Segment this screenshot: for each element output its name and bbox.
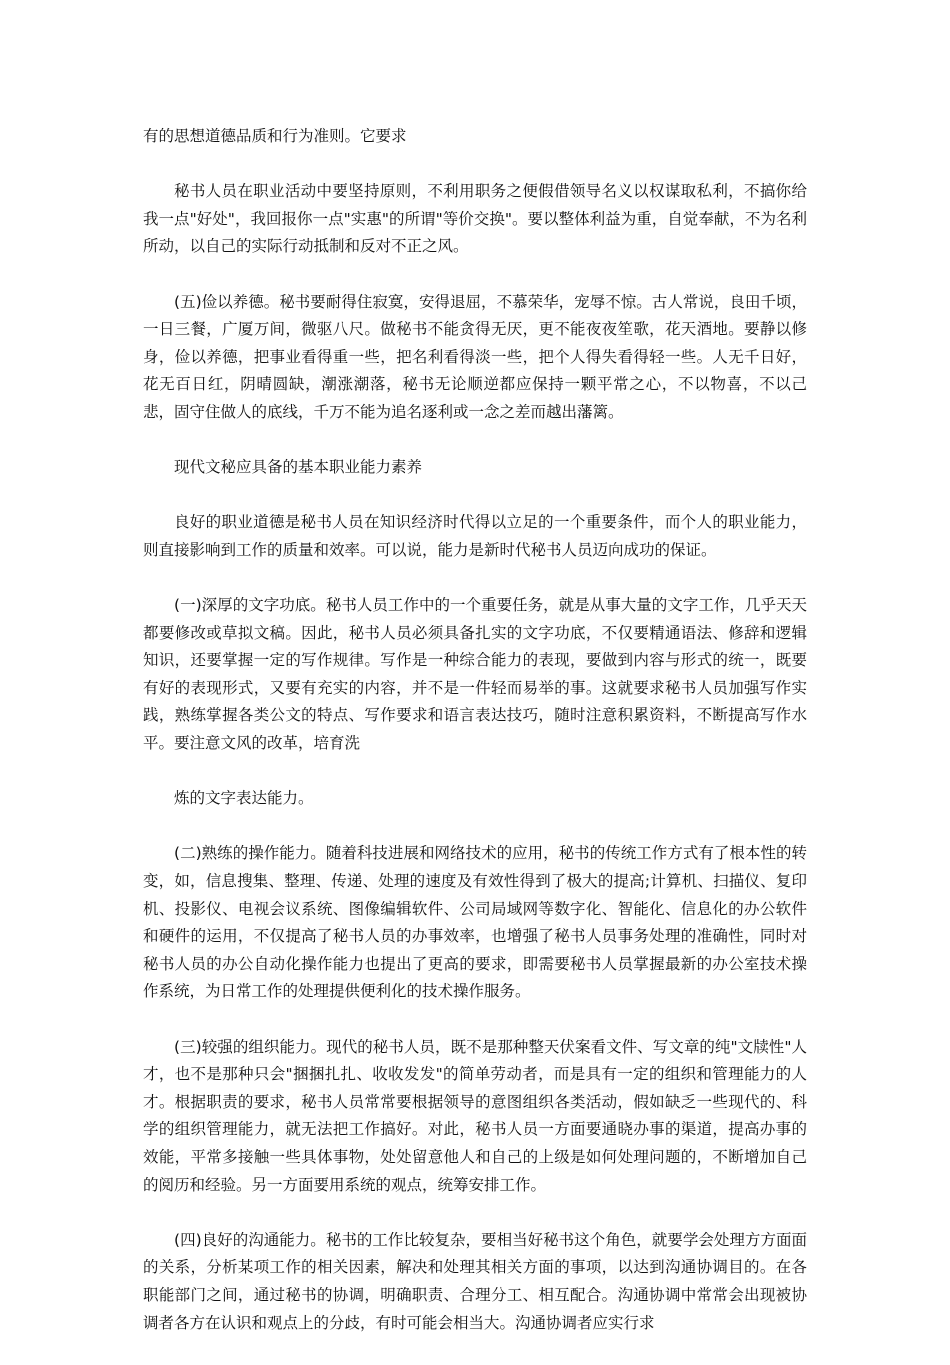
paragraph-organization-skill: (三)较强的组织能力。现代的秘书人员，既不是那种整天伏案看文件、写文章的纯"文牍性"人才，也不是那种只会"捆捆扎扎、收收发发"的简单劳动者，而是具有一定的组织和管理能力的人才。根据职责的要求，秘书人员常常要根据领导的意图组织各类活动，假如缺乏一些现代的、科学的组织管理能力，就无法把工作搞好。对此，秘书人员一方面要通晓办事的渠道，提高办事的效能，平常多接触一些具体事物，处处留意他人和自己的上级是如何处理问题的，不断增加自己的阅历和经验。另一方面要用系统的观点，统筹安排工作。 — [143, 1037, 807, 1194]
paragraph-abilities-intro: 良好的职业道德是秘书人员在知识经济时代得以立足的一个重要条件，而个人的职业能力，则直接影响到工作的质量和效率。可以说，能力是新时代秘书人员迈向成功的保证。 — [143, 513, 807, 559]
paragraph-operation-skill: (二)熟练的操作能力。随着科技进展和网络技术的应用，秘书的传统工作方式有了根本性的转变，如，信息搜集、整理、传递、处理的速度及有效性得到了极大的提高;计算机、扫描仪、复印机、投影仪、电视会议系统、图像编辑软件、公司局域网等数字化、智能化、信息化的办公软件和硬件的运用，不仅提高了秘书人员的办事效率，也增强了秘书人员事务处理的准确性，同时对秘书人员的办公自动化操作能力也提出了更高的要求，即需要秘书人员掌握最新的办公室技术操作系统，为日常工作的处理提供便利化的技术操作服务。 — [143, 844, 807, 1001]
paragraph-writing-skill: (一)深厚的文字功底。秘书人员工作中的一个重要任务，就是从事大量的文字工作，几乎天天都要修改或草拟文稿。因此，秘书人员必须具备扎实的文字功底，不仅要精通语法、修辞和逻辑知识，还要掌握一定的写作规律。写作是一种综合能力的表现，要做到内容与形式的统一，既要有好的表现形式，又要有充实的内容，并不是一件轻而易举的事。这就要求秘书人员加强写作实践，熟练掌握各类公文的特点、写作要求和语言表达技巧，随时注意积累资料，不断提高写作水平。要注意文风的改革，培育洗 — [143, 596, 807, 753]
section-heading-abilities: 现代文秘应具备的基本职业能力素养 — [174, 458, 423, 477]
paragraph-frugality: (五)俭以养德。秘书要耐得住寂寞，安得退屈，不慕荣华，宠辱不惊。古人常说，良田千顷，一日三餐，广厦万间，微驱八尺。做秘书不能贪得无厌，更不能夜夜笙歌，花天酒地。要静以修身，俭以养德，把事业看得重一些，把名利看得淡一些，把个人得失看得轻一些。人无千日好，花无百日红，阴晴圆缺，潮涨潮落，秘书无论顺逆都应保持一颗平常之心，不以物喜，不以己悲，固守住做人的底线，千万不能为追名逐利或一念之差而越出藩篱。 — [143, 292, 807, 421]
paragraph-integrity: 秘书人员在职业活动中要坚持原则，不利用职务之便假借领导名义以权谋取私利，不搞你给我一点"好处"，我回报你一点"实惠"的所谓"等价交换"。要以整体利益为重，自觉奉献，不为名利所动，以自己的实际行动抵制和反对不正之风。 — [143, 182, 807, 256]
document-body — [143, 123, 807, 1365]
paragraph-intro: 有的思想道德品质和行为准则。它要求 — [143, 127, 407, 145]
paragraph-writing-skill-cont: 炼的文字表达能力。 — [174, 789, 314, 808]
paragraph-communication-skill: (四)良好的沟通能力。秘书的工作比较复杂，要相当好秘书这个角色，就要学会处理方方面面的关系，分析某项工作的相关因素，解决和处理其相关方面的事项，以达到沟通协调目的。在各职能部门之间，通过秘书的协调，明确职责、合理分工、相互配合。沟通协调中常常会出现被协调者各方在认识和观点上的分歧，有时可能会相当大。沟通协调者应实行求 — [143, 1230, 807, 1332]
